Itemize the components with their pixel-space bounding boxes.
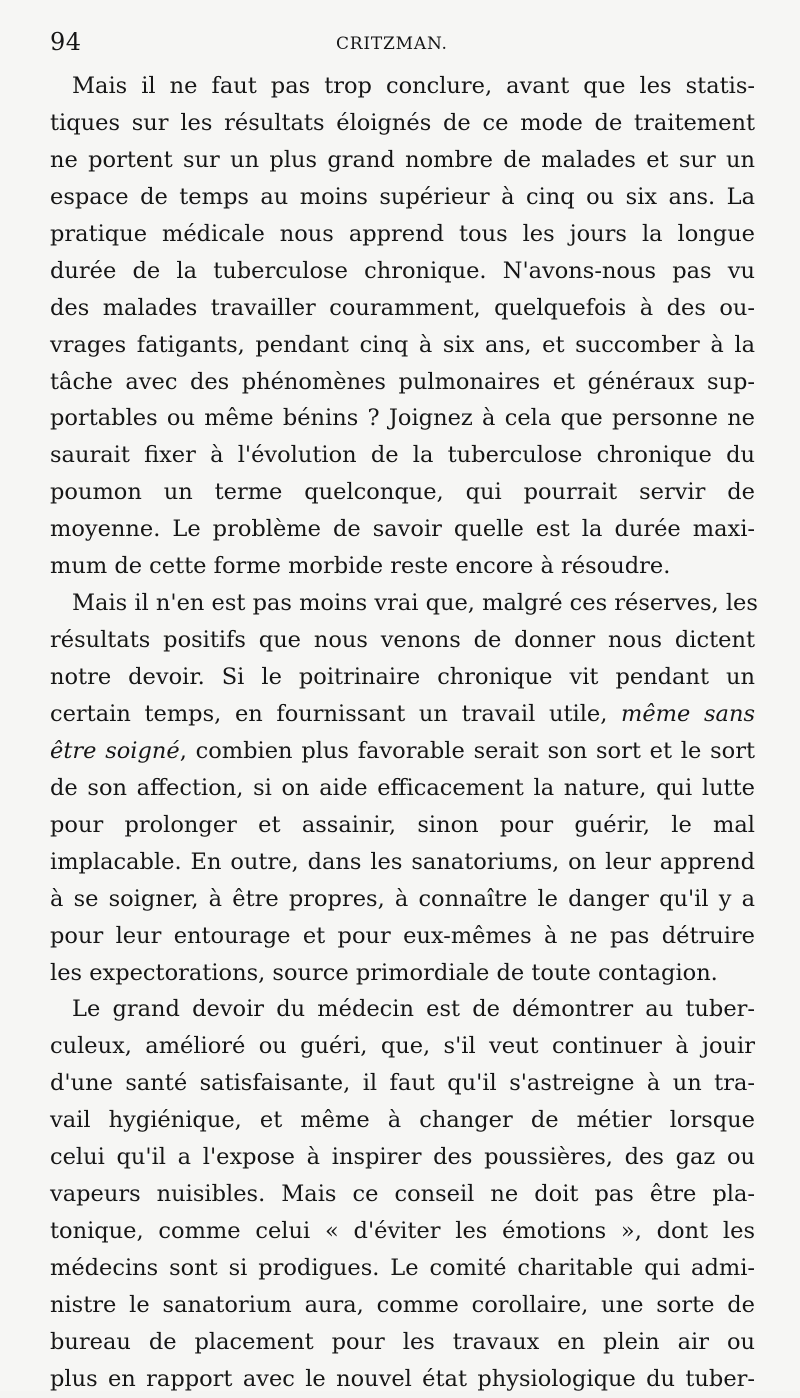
text-line: moyenne. Le problème de savoir quelle est la durée maxi- bbox=[50, 516, 755, 543]
italic-text: même sans bbox=[621, 700, 755, 727]
italic-text: être soigné bbox=[50, 737, 180, 764]
text-line: saurait fixer à l'évolution de la tuberculose chronique du bbox=[50, 442, 755, 469]
text-line: Le grand devoir du médecin est de démontrer au tuber- bbox=[72, 996, 755, 1023]
text-line: pratique médicale nous apprend tous les jours la longue bbox=[50, 220, 755, 247]
text-line: médecins sont si prodigues. Le comité charitable qui admi- bbox=[50, 1255, 755, 1281]
paragraph-2 bbox=[50, 585, 758, 991]
text-line: tonique, comme celui « d'éviter les émotions », dont les bbox=[50, 1218, 755, 1245]
text-segment: certain temps, en fournissant un travail utile, bbox=[50, 700, 622, 727]
text-line: Mais il ne faut pas trop conclure, avant que les statis- bbox=[72, 73, 755, 99]
text-line: portables ou même bénins ? Joignez à cela que personne ne bbox=[50, 405, 755, 432]
text-line: nistre le sanatorium aura, comme corollaire, une sorte de bbox=[50, 1291, 755, 1318]
text-line: culeux, amélioré ou guéri, que, s'il veut continuer à jouir bbox=[50, 1033, 755, 1060]
text-line: implacable. En outre, dans les sanatoriums, on leur apprend bbox=[50, 848, 755, 875]
text-line: de son affection, si on aide efficacement la nature, qui lutte bbox=[50, 774, 755, 801]
text-line: bureau de placement pour les travaux en plein air ou bbox=[50, 1328, 755, 1355]
text-line: pour leur entourage et pour eux-mêmes à ne pas détruire bbox=[50, 922, 755, 949]
text-line: vail hygiénique, et même à changer de métier lorsque bbox=[50, 1107, 755, 1134]
text-line: mum de cette forme morbide reste encore à résoudre. bbox=[50, 553, 671, 580]
text-line: vrages fatigants, pendant cinq à six ans, et succomber à la bbox=[50, 331, 755, 358]
text-line: notre devoir. Si le poitrinaire chronique vit pendant un bbox=[50, 664, 755, 690]
text-line: pour prolonger et assainir, sinon pour guérir, le mal bbox=[50, 811, 755, 838]
page-number: 94 bbox=[50, 28, 82, 56]
text-line: d'une santé satisfaisante, il faut qu'il s'astreigne à un tra- bbox=[50, 1070, 755, 1097]
text-line: à se soigner, à être propres, à connaître le danger qu'il y a bbox=[50, 885, 755, 912]
text-line: celui qu'il a l'expose à inspirer des poussières, des gaz ou bbox=[50, 1144, 755, 1171]
text-segment: , combien plus favorable serait son sort et le sort bbox=[179, 737, 755, 764]
text-line: Mais il n'en est pas moins vrai que, malgré ces réserves, les bbox=[72, 590, 758, 617]
text-line-with-emphasis bbox=[50, 696, 755, 733]
text-line-with-emphasis bbox=[50, 733, 755, 770]
text-line: ne portent sur un plus grand nombre de malades et sur un bbox=[50, 146, 755, 173]
text-line: tâche avec des phénomènes pulmonaires et généraux sup- bbox=[50, 368, 755, 395]
running-head bbox=[50, 28, 760, 64]
text-line: résultats positifs que nous venons de donner nous dictent bbox=[50, 627, 755, 654]
text-line: vapeurs nuisibles. Mais ce conseil ne doit pas être pla- bbox=[50, 1181, 755, 1208]
text-line: espace de temps au moins supérieur à cinq ou six ans. La bbox=[50, 183, 755, 210]
text-line: tiques sur les résultats éloignés de ce mode de traitement bbox=[50, 109, 755, 136]
text-line: les expectorations, source primordiale de toute contagion. bbox=[50, 959, 718, 986]
text-line: plus en rapport avec le nouvel état physiologique du tuber- bbox=[50, 1365, 755, 1392]
body-text bbox=[50, 68, 758, 1398]
paragraph-3 bbox=[50, 991, 755, 1397]
text-line: des malades travailler couramment, quelquefois à des ou- bbox=[50, 294, 755, 321]
running-title: CRITZMAN. bbox=[336, 34, 448, 54]
text-line: durée de la tuberculose chronique. N'avons-nous pas vu bbox=[50, 257, 755, 284]
text-line: poumon un terme quelconque, qui pourrait servir de bbox=[50, 479, 755, 506]
paragraph-1 bbox=[50, 68, 755, 585]
